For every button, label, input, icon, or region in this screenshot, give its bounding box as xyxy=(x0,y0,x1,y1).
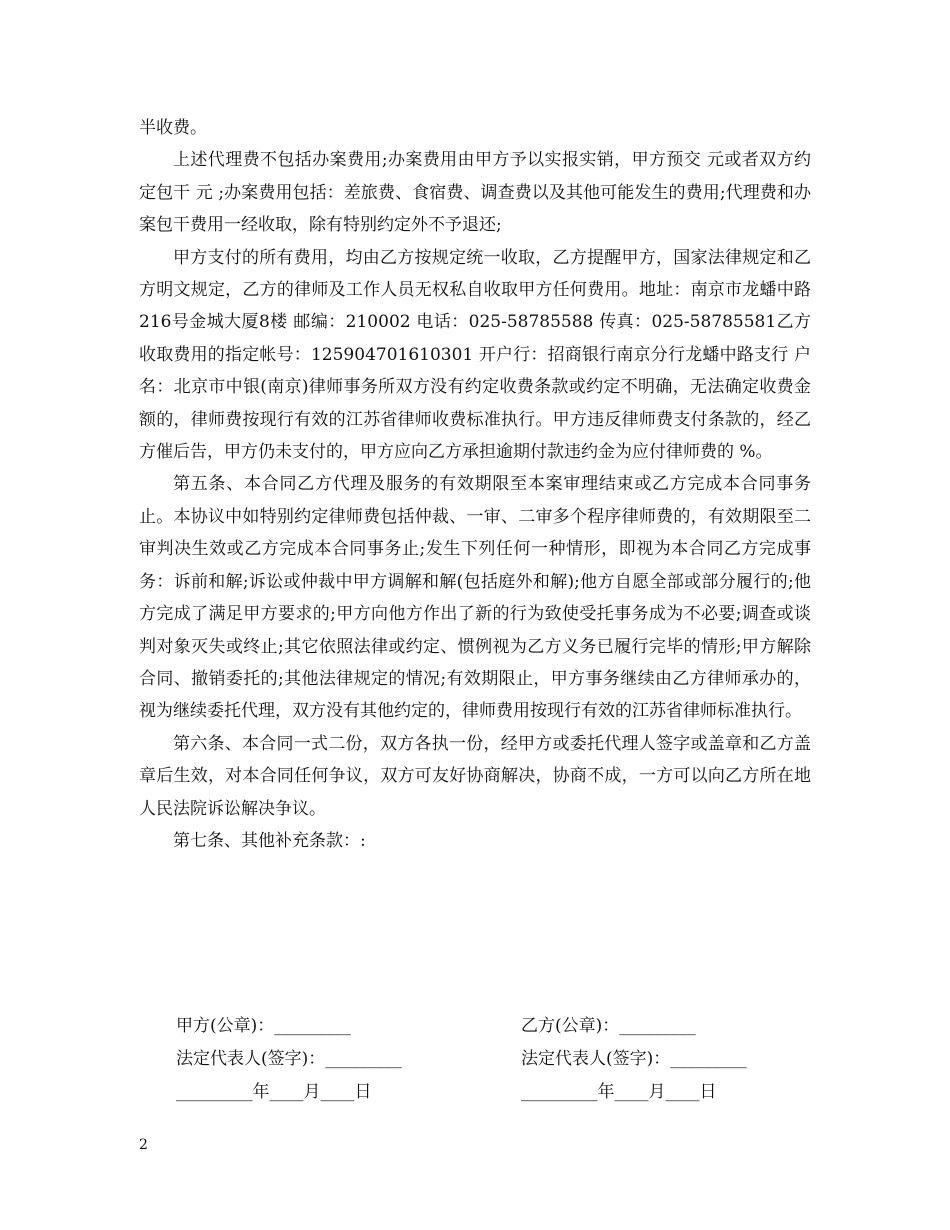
party-b-date-field: _________年____月____日 xyxy=(521,1082,717,1102)
party-a-representative-field: 法定代表人(签字)：_________ xyxy=(176,1049,402,1069)
party-b-seal-field: 乙方(公章)：_________ xyxy=(521,1016,696,1036)
paragraph-fee-tail: 半收费。 xyxy=(139,118,207,138)
signature-row-representative xyxy=(0,1043,950,1075)
paragraph-case-expenses: 上述代理费不包括办案费用;办案费用由甲方予以实报实销，甲方预交 元或者双方约定包干 元 ;办案费用包括：差旅费、食宿费、调查费以及其他可能发生的费用;代理费和办案包干费用一经收取，除有特别约定外不予退还; xyxy=(139,150,811,236)
page-number: 2 xyxy=(139,1137,148,1153)
paragraph-article-five: 第五条、本合同乙方代理及服务的有效期限至本案审理结束或乙方完成本合同事务止。本协议中如特别约定律师费包括仲裁、一审、二审多个程序律师费的，有效期限至二审判决生效或乙方完成本合同事务止;发生下列任何一种情形，即视为本合同乙方完成事务：诉前和解;诉讼或仲裁中甲方调解和解(包括庭外和解);他方自愿全部或部分履行的;他方完成了满足甲方要求的;甲方向他方作出了新的行为致使受托事务成为不必要;调查或谈判对象灭失或终止;其它依照法律或约定、惯例视为乙方义务已履行完毕的情形;甲方解除合同、撤销委托的;其他法律规定的情况;有效期限止，甲方事务继续由乙方律师承办的，视为继续委托代理，双方没有其他约定的，律师费用按现行有效的江苏省律师标准执行。 xyxy=(139,474,811,722)
paragraph-article-seven: 第七条、其他补充条款：: xyxy=(173,830,366,851)
signature-row-date xyxy=(0,1076,950,1108)
paragraph-payment-terms: 甲方支付的所有费用，均由乙方按规定统一收取，乙方提醒甲方，国家法律规定和乙方明文规定，乙方的律师及工作人员无权私自收取甲方任何费用。地址：南京市龙蟠中路216号金城大厦8楼 邮编：210002 电话：025-58785588 传真：025-58785581乙方收取费用的指定帐号：125904701610301 开户行：招商银行南京分行龙蟠中路支行 户名：北京市中银(南京)律师事务所双方没有约定收费条款或约定不明确，无法确定收费金额的，律师费按现行有效的江苏省律师收费标准执行。甲方违反律师费支付条款的，经乙方催后告，甲方仍未支付的，甲方应向乙方承担逾期付款违约金为应付律师费的 %。 xyxy=(139,247,811,463)
contract-body xyxy=(139,112,811,857)
party-a-seal-field: 甲方(公章)：_________ xyxy=(176,1016,351,1036)
signature-row-seal xyxy=(0,1010,950,1042)
party-b-representative-field: 法定代表人(签字)：_________ xyxy=(521,1049,747,1069)
party-a-date-field: _________年____月____日 xyxy=(176,1082,372,1102)
paragraph-article-six: 第六条、本合同一式二份，双方各执一份，经甲方或委托代理人签字或盖章和乙方盖章后生效，对本合同任何争议，双方可友好协商解决，协商不成，一方可以向乙方所在地人民法院诉讼解决争议。 xyxy=(139,733,811,819)
